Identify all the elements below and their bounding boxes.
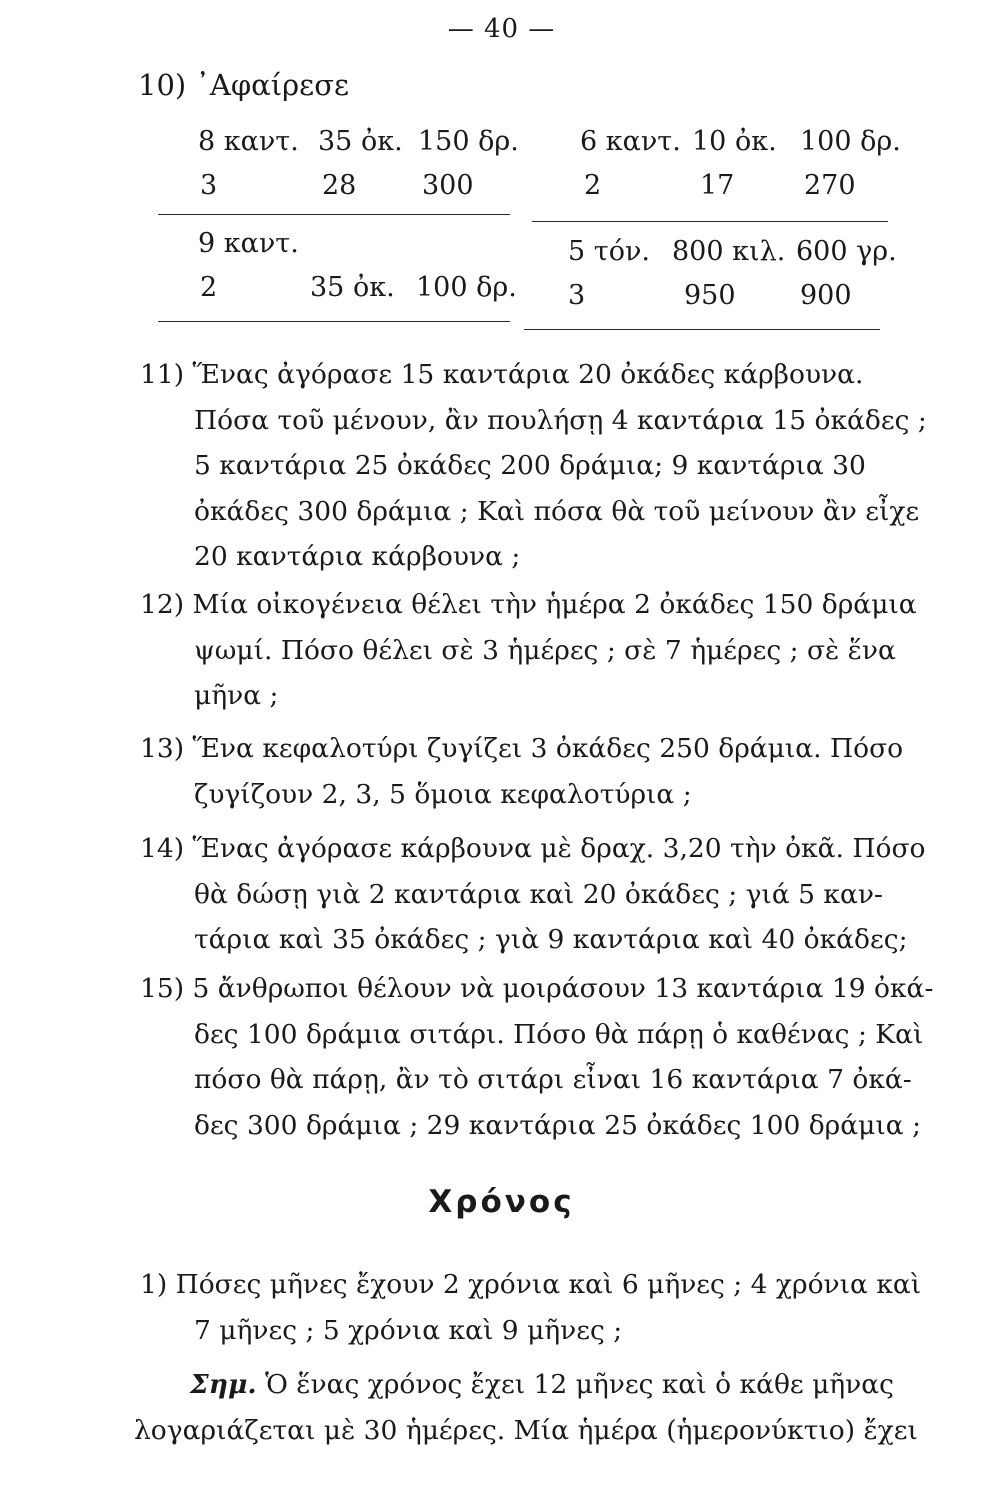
text-line: δες 100 δράμια σιτάρι. Πόσο θὰ πάρῃ ὁ καθένας ; Καὶ xyxy=(194,1018,924,1050)
text-line: θὰ δώσῃ γιὰ 2 καντάρια καὶ 20 ὀκάδες ; γιά 5 καν- xyxy=(194,878,883,910)
subtraction-right-result xyxy=(568,236,898,324)
subtraction-row xyxy=(580,126,900,170)
note xyxy=(134,1362,940,1453)
subtraction-rule xyxy=(532,221,888,222)
value-cell: 3 xyxy=(568,280,586,311)
text-line: Πόσα τοῦ μένουν, ἂν πουλήσῃ 4 καντάρια 15 ὀκάδες ; xyxy=(194,404,927,436)
time-problem-1 xyxy=(140,1262,940,1353)
page-number: — 40 — xyxy=(447,14,556,44)
subtraction-rule xyxy=(524,329,880,330)
text-line: 20 καντάρια κάρβουνα ; xyxy=(194,541,521,572)
text-line: 7 μῆνες ; 5 χρόνια καὶ 9 μῆνες ; xyxy=(194,1314,623,1346)
subtraction-row xyxy=(568,236,898,280)
text-line: 14) Ἕνας ἀγόρασε κάρβουνα μὲ δραχ. 3,20 τὴν ὀκᾶ. Πόσο xyxy=(140,833,926,864)
text-line: ὀκάδες 300 δράμια ; Καὶ πόσα θὰ τοῦ μείνουν ἂν εἶχε xyxy=(194,495,920,527)
subtraction-rule xyxy=(158,321,510,322)
value-cell: 100 δρ. xyxy=(416,272,517,303)
subtraction-row xyxy=(198,228,518,272)
text-line: 11) Ἕνας ἀγόρασε 15 καντάρια 20 ὀκάδες κάρβουνα. xyxy=(140,359,864,390)
exercise-10-title: 10) ᾿Αφαίρεσε xyxy=(138,68,350,102)
note-line: λογαριάζεται μὲ 30 ἡμέρες. Μία ἡμέρα (ἡμερονύκτιο) ἔχει xyxy=(134,1414,918,1446)
value-cell: 300 xyxy=(422,170,474,201)
note-line xyxy=(140,1362,940,1408)
subtraction-left-result xyxy=(198,228,518,316)
problem-15 xyxy=(140,966,940,1148)
text-line: 15) 5 ἄνθρωποι θέλουν νὰ μοιράσουν 13 καντάρια 19 ὀκά- xyxy=(140,973,934,1004)
subtraction-row xyxy=(568,280,898,324)
text-line: 1) Πόσες μῆνες ἔχουν 2 χρόνια καὶ 6 μῆνες ; 4 χρόνια καὶ xyxy=(140,1269,922,1300)
value-cell: 2 xyxy=(200,272,218,303)
text-line: πόσο θὰ πάρῃ, ἂν τὸ σιτάρι εἶναι 16 καντάρια 7 ὀκά- xyxy=(194,1064,912,1095)
section-title: Χρόνος xyxy=(428,1184,575,1220)
value-cell: 35 ὀκ. xyxy=(318,126,403,157)
subtraction-row xyxy=(580,170,900,214)
subtraction-row xyxy=(198,126,518,170)
value-cell: 800 κιλ. xyxy=(672,236,786,267)
value-cell: 270 xyxy=(804,170,856,201)
text-line: μῆνα ; xyxy=(194,680,279,711)
text-line: ζυγίζουν 2, 3, 5 ὅμοια κεφαλοτύρια ; xyxy=(194,778,692,810)
value-cell: 3 xyxy=(200,170,218,201)
value-cell: 150 δρ. xyxy=(418,126,519,157)
text-line: 12) Μία οἰκογένεια θέλει τὴν ἡμέρα 2 ὀκάδες 150 δράμια xyxy=(140,589,917,620)
text-line: δες 300 δράμια ; 29 καντάρια 25 ὀκάδες 100 δράμια ; xyxy=(194,1109,922,1141)
value-cell: 600 γρ. xyxy=(796,236,897,267)
note-text: Ὁ ἕνας χρόνος ἔχει 12 μῆνες καὶ ὁ κάθε μῆνας xyxy=(265,1369,895,1400)
problem-13 xyxy=(140,726,940,817)
value-cell: 950 xyxy=(684,280,736,311)
value-cell: 5 τόν. xyxy=(568,236,650,267)
text-line: τάρια καὶ 35 ὀκάδες ; γιὰ 9 καντάρια καὶ 40 ὀκάδες; xyxy=(194,924,908,955)
value-cell: 35 ὀκ. xyxy=(310,272,395,303)
value-cell: 2 xyxy=(584,170,602,201)
note-label: Σημ. xyxy=(190,1369,257,1400)
value-cell: 900 xyxy=(800,280,852,311)
subtraction-left xyxy=(198,126,518,214)
value-cell: 28 xyxy=(322,170,357,201)
subtraction-row xyxy=(198,170,518,214)
text-line: ψωμί. Πόσο θέλει σὲ 3 ἡμέρες ; σὲ 7 ἡμέρες ; σὲ ἕνα xyxy=(194,634,896,666)
text-line: 5 καντάρια 25 ὀκάδες 200 δράμια; 9 καντάρια 30 xyxy=(194,450,866,481)
text-line: 13) Ἕνα κεφαλοτύρι ζυγίζει 3 ὀκάδες 250 δράμια. Πόσο xyxy=(140,733,904,764)
problem-11 xyxy=(140,352,940,580)
value-cell: 100 δρ. xyxy=(800,126,901,157)
problem-14 xyxy=(140,826,940,963)
subtraction-right xyxy=(580,126,900,214)
value-cell: 6 καντ. xyxy=(580,126,681,157)
subtraction-row xyxy=(198,272,518,316)
problem-12 xyxy=(140,582,940,719)
subtraction-rule xyxy=(158,214,510,215)
value-cell: 17 xyxy=(700,170,735,201)
value-cell: 10 ὀκ. xyxy=(692,126,777,157)
value-cell: 9 καντ. xyxy=(198,228,299,259)
value-cell: 8 καντ. xyxy=(198,126,299,157)
